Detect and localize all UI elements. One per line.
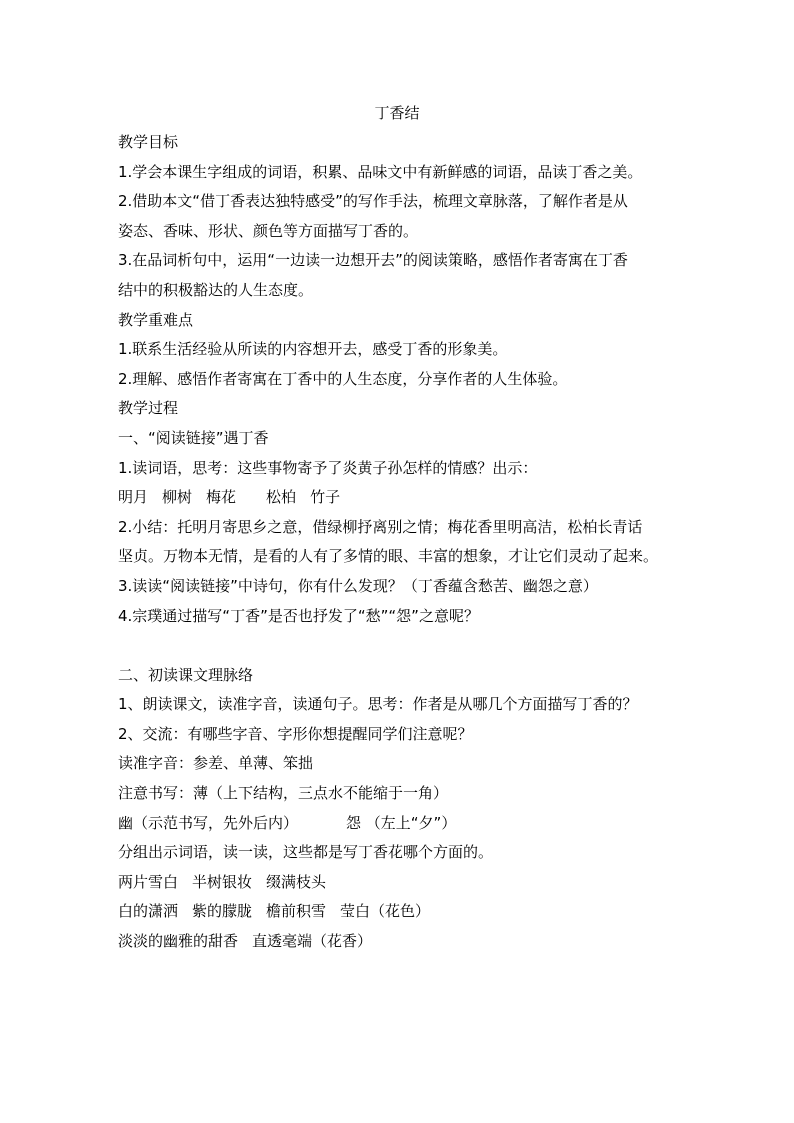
word-item: 松柏 (266, 488, 297, 507)
you-note: 幽（示范书写，先外后内） (118, 813, 299, 832)
goal-line: 1.学会本课生字组成的词语，积累、品味文中有新鲜感的词语，品读丁香之美。 (118, 162, 643, 181)
phrase-item: 直透毫端（花香） (252, 932, 373, 951)
goal-line: 3.在品词析句中，运用“一边读一边想开去”的阅读策略，感悟作者寄寓在丁香 (118, 251, 628, 270)
heading-process: 教学过程 (118, 399, 179, 418)
heading-goals: 教学目标 (118, 133, 179, 151)
part2-line: 1、朗读课文，读准字音，读通句子。思考：作者是从哪几个方面描写丁香的？ (118, 695, 638, 714)
phrase-item: 半树银妆 (192, 872, 253, 891)
goal-line: 结中的积极豁达的人生态度。 (118, 280, 314, 299)
part1-line: 坚贞。万物本无情，是看的人有了多情的眼、丰富的想象，才让它们灵动了起来。 (118, 547, 659, 566)
phrase-item: 缀满枝头 (266, 872, 327, 891)
goal-line: 姿态、香味、形状、颜色等方面描写丁香的。 (118, 221, 419, 240)
document-title: 丁香结 (374, 104, 420, 122)
phrase-row (118, 897, 676, 927)
word-item: 柳树 (162, 488, 193, 507)
part1-line: 3.读读“阅读链接”中诗句，你有什么发现？（丁香蕴含愁苦、幽怨之意） (118, 576, 598, 595)
blank-line (118, 631, 676, 661)
word-item: 竹子 (310, 488, 341, 507)
heading-key-points: 教学重难点 (118, 310, 194, 329)
yuan-note: 怨 （左上“夕”） (346, 813, 457, 832)
phrase-item: 淡淡的幽雅的甜香 (118, 932, 239, 951)
part2-heading: 二、初读课文理脉络 (118, 665, 254, 684)
part2-line: 注意书写：薄（上下结构，三点水不能缩于一角） (118, 784, 449, 803)
part1-line: 4.宗璞通过描写“丁香”是否也抒发了“愁”“怨”之意呢？ (118, 606, 479, 625)
part2-line: 读准字音：参差、单薄、笨拙 (118, 754, 314, 773)
writing-demo-line (118, 809, 676, 839)
group-instruction: 分组出示词语，读一读，这些都是写丁香花哪个方面的。 (118, 843, 494, 862)
phrase-row (118, 868, 676, 898)
word-item: 明月 (118, 488, 149, 507)
phrase-item: 紫的朦胧 (192, 902, 253, 921)
part2-line: 2、交流：有哪些字音、字形你想提醒同学们注意呢？ (118, 724, 473, 743)
key-point-line: 1.联系生活经验从所读的内容想开去，感受丁香的形象美。 (118, 340, 508, 359)
phrase-row (118, 927, 676, 957)
part1-heading: 一、“阅读链接”遇丁香 (118, 428, 269, 447)
phrase-item: 两片雪白 (118, 872, 179, 891)
part1-line: 1.读词语，思考：这些事物寄予了炎黄子孙怎样的情感？出示： (118, 458, 538, 477)
phrase-item: 莹白（花色） (340, 902, 431, 921)
goal-line: 2.借助本文“借丁香表达独特感受”的写作手法，梳理文章脉落，了解作者是从 (118, 192, 628, 211)
phrase-item: 白的潇洒 (118, 902, 179, 921)
part1-line: 2.小结：托明月寄思乡之意，借绿柳抒离别之情；梅花香里明高洁，松柏长青话 (118, 517, 643, 536)
key-point-line: 2.理解、感悟作者寄寓在丁香中的人生态度，分享作者的人生体验。 (118, 369, 568, 388)
word-item: 梅花 (206, 488, 237, 507)
phrase-item: 檐前积雪 (266, 902, 327, 921)
word-list (118, 483, 676, 513)
